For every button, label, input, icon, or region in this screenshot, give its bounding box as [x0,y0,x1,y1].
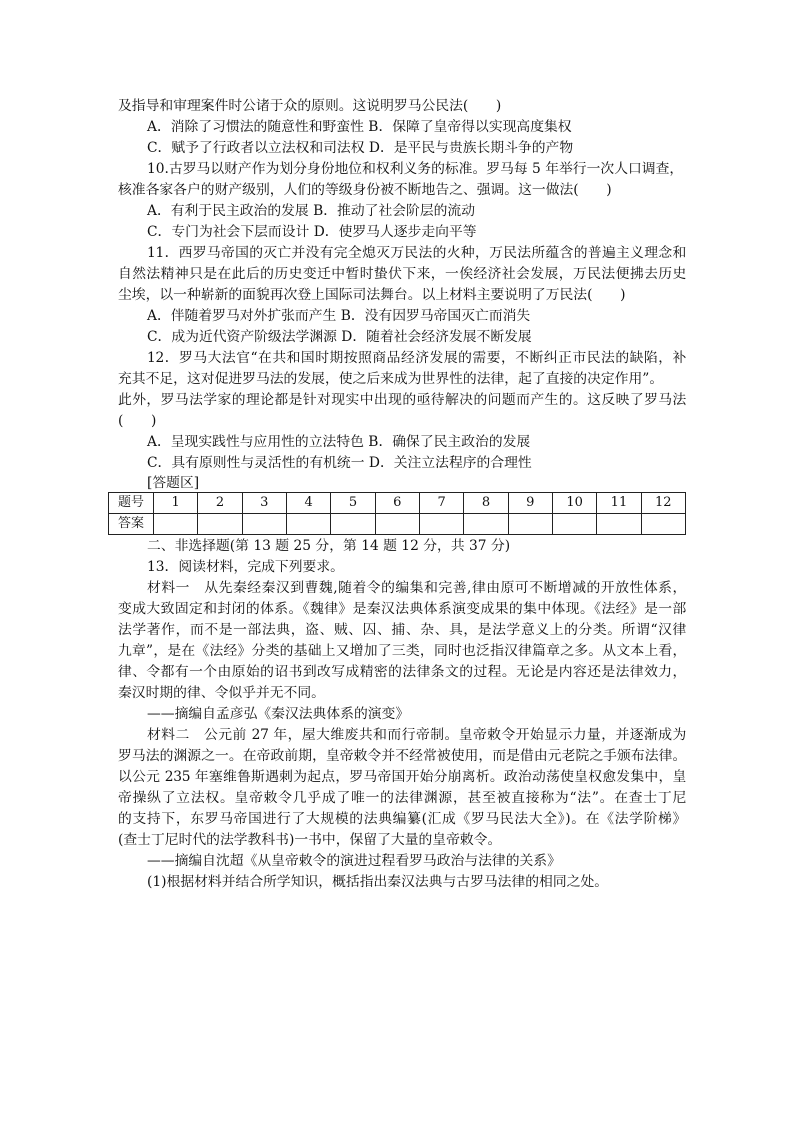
question-number-cell: 3 [242,493,286,514]
question-10-options-ab: A．有利于民主政治的发展 B．推动了社会阶层的流动 [147,203,476,219]
row-header-answer: 答案 [109,514,154,535]
non-multiple-choice-section [118,536,686,893]
question-number-row [109,493,686,514]
answer-cell [331,514,375,535]
question-number-cell: 5 [331,493,375,514]
question-number-cell: 12 [641,493,685,514]
material-1-line: 律、令都有一个由原始的诏书到改写成精密的法律条文的过程。无论是内容还是法律效力， [118,664,686,680]
question-number-cell: 8 [464,493,508,514]
answer-cell [552,514,596,535]
question-12-stem: 12．罗马大法官“在共和国时期按照商品经济发展的需要，不断纠正市民法的缺陷，补 [147,350,686,366]
question-9-options-ab: A．消除了习惯法的随意性和野蛮性 B．保障了皇帝得以实现高度集权 [147,119,572,135]
question-12-answer-bracket: ( ) [118,413,157,429]
material-1-line: 材料一 从先秦经秦汉到曹魏,随着令的编集和完善,律由原可不断增减的开放性体系， [147,580,686,596]
question-number-cell: 9 [508,493,552,514]
question-11-options-ab: A．伴随着罗马对外扩张而产生 B．没有因罗马帝国灭亡而消失 [147,308,531,324]
question-13-part-1: (1)根据材料并结合所学知识，概括指出秦汉法典与古罗马法律的相同之处。 [147,874,609,890]
answer-cell [154,514,198,535]
question-12-options-cd: C．具有原则性与灵活性的有机统一 D．关注立法程序的合理性 [147,455,532,471]
question-10-options-cd: C．专门为社会下层而设计 D．使罗马人逐步走向平等 [147,224,477,240]
question-number-cell: 2 [198,493,242,514]
question-11-stem: 自然法精神只是在此后的历史变迁中暂时蛰伏下来，一俟经济社会发展，万民法便拂去历史 [118,266,686,282]
answer-table [108,492,686,535]
question-number-cell: 4 [286,493,330,514]
question-number-cell: 7 [419,493,463,514]
material-1-line: 变成大致固定和封闭的体系。《魏律》是秦汉法典体系演变成果的集中体现。《法经》是一部 [118,601,686,617]
question-11-options-cd: C．成为近代资产阶级法学渊源 D．随着社会经济发展不断发展 [147,329,532,345]
material-2-source: ——摘编自沈超《从皇帝敕令的演进过程看罗马政治与法律的关系》 [147,853,561,869]
answer-cell [508,514,552,535]
material-1-line: 秦汉时期的律、令似乎并无不同。 [118,685,325,701]
question-10-stem: 核准各家各户的财产级别，人们的等级身份被不断地告之、强调。这一做法( ) [118,182,612,198]
question-9-options-cd: C．赋予了行政者以立法权和司法权 D．是平民与贵族长期斗争的产物 [147,140,574,156]
question-10-stem: 10.古罗马以财产作为划分身份地位和权利义务的标准。罗马每 5 年举行一次人口调查， [147,161,684,177]
material-1-line: 九章”，是在《法经》分类的基础上又增加了三类，同时也泛指汉律篇章之多。从文本上看， [118,643,686,659]
answer-cell [242,514,286,535]
material-2-line: 材料二 公元前 27 年，屋大维废共和而行帝制。皇帝敕令开始显示力量，并逐渐成为 [147,727,686,743]
answer-cell [419,514,463,535]
question-13-intro: 13．阅读材料，完成下列要求。 [147,559,344,575]
question-number-cell: 1 [154,493,198,514]
material-1-line: 法学著作，而不是一部法典，盗、贼、囚、捕、杂、具，是法学意义上的分类。所谓“汉律 [118,622,686,638]
row-header-number: 题号 [109,493,154,514]
material-2-line: (查士丁尼时代的法学教科书)一书中，保留了大量的皇帝敕令。 [118,832,502,848]
answer-cell [198,514,242,535]
multiple-choice-section [118,96,686,493]
question-number-cell: 11 [597,493,641,514]
question-number-cell: 6 [375,493,419,514]
material-2-line: 帝操纵了立法权。皇帝敕令几乎成了唯一的法律渊源，甚至被直接称为“法”。在查士丁尼 [118,790,686,806]
material-2-line: 以公元 235 年塞维鲁斯遇刺为起点，罗马帝国开始分崩离析。政治动荡使皇权愈发集中，皇 [118,769,686,785]
question-12-stem: 此外，罗马法学家的理论都是针对现实中出现的亟待解决的问题而产生的。这反映了罗马法 [118,392,686,408]
answer-cell [375,514,419,535]
question-11-stem: 尘埃，以一种崭新的面貌再次登上国际司法舞台。以上材料主要说明了万民法( ) [118,287,626,303]
question-12-options-ab: A．呈现实践性与应用性的立法特色 B．确保了民主政治的发展 [147,434,531,450]
question-number-cell: 10 [552,493,596,514]
answer-cell [597,514,641,535]
material-2-line: 罗马法的渊源之一。在帝政前期，皇帝敕令并不经常被使用，而是借由元老院之手颁布法律。 [118,748,686,764]
material-2-line: 的支持下，东罗马帝国进行了大规模的法典编纂(汇成《罗马民法大全》)。在《法学阶梯》 [118,811,686,827]
answer-cell [286,514,330,535]
question-9-stem: 及指导和审理案件时公诸于众的原则。这说明罗马公民法( ) [118,98,502,114]
answer-area-label: [答题区] [147,475,200,491]
question-11-stem: 11．西罗马帝国的灭亡并没有完全熄灭万民法的火种，万民法所蕴含的普遍主义理念和 [147,245,686,261]
question-12-stem: 充其不足，这对促进罗马法的发展，使之后来成为世界性的法律，起了直接的决定作用”。 [118,371,664,387]
answer-row [109,514,686,535]
material-1-source: ——摘编自孟彦弘《秦汉法典体系的演变》 [147,706,410,722]
answer-cell [464,514,508,535]
section-heading: 二、非选择题(第 13 题 25 分，第 14 题 12 分，共 37 分) [147,538,511,554]
answer-cell [641,514,685,535]
